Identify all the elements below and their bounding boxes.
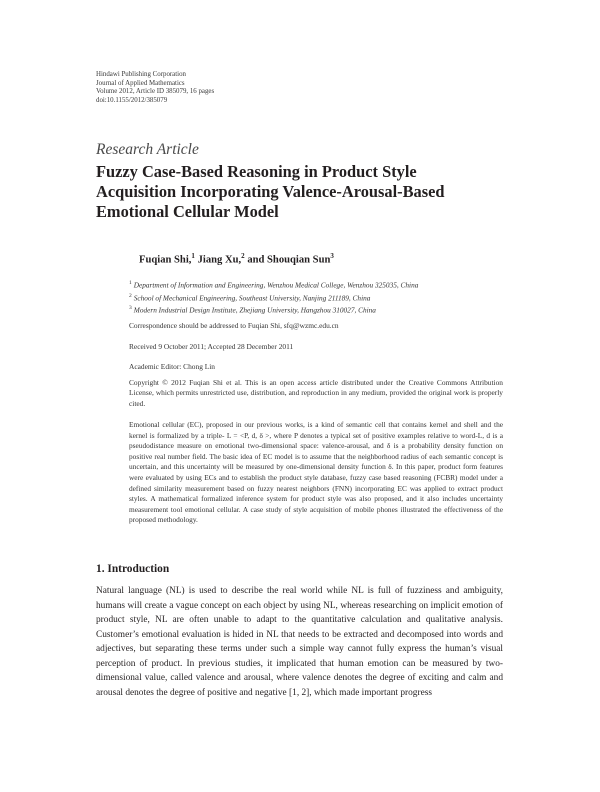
author-affil-mark: 2 xyxy=(241,252,245,260)
author-name: Fuqian Shi, xyxy=(139,254,192,266)
journal-name: Journal of Applied Mathematics xyxy=(96,79,185,87)
volume-info: Volume 2012, Article ID 385079, 16 pages xyxy=(96,88,215,96)
title-line: Acquisition Incorporating Valence-Arousal-Based xyxy=(96,182,445,201)
academic-editor: Academic Editor: Chong Lin xyxy=(129,362,215,371)
section-heading: 1. Introduction xyxy=(96,563,170,575)
author-affil-mark: 3 xyxy=(330,252,334,260)
author-affil-mark: 1 xyxy=(191,252,195,260)
journal-header xyxy=(96,71,396,105)
title-line: Fuzzy Case-Based Reasoning in Product Style xyxy=(96,162,417,181)
publisher: Hindawi Publishing Corporation xyxy=(96,71,186,78)
received-dates: Received 9 October 2011; Accepted 28 December 2011 xyxy=(129,342,294,351)
correspondence: Correspondence should be addressed to Fuqian Shi, sfq@wzmc.edu.cn xyxy=(129,321,339,330)
affiliation: $^2$ School of Mechanical Engineering, Southeast University, Nanjing 211189, China xyxy=(129,292,371,303)
author-name: Jiang Xu, xyxy=(197,254,242,266)
author-name: and Shouqian Sun xyxy=(247,254,331,266)
intro-paragraph: Natural language (NL) is used to describe the real world while NL is full of fuzziness and ambiguity, humans will create a vague concept on each object by using NL, whereas researching on implicit emotion of product style, NL are often unable to adapt to the quantitative calculation and qualitative analysis. Customer’s emotional evaluation is hided in NL that needs to be extracted and decomposed into words and adjectives, but separating these terms under such a simple way cannot fully express the human’s visual perception of product. In previous studies, it implicated that human emotion can be measured by two-dimensional value, called valence and arousal, where valence denotes the degree of exciting and calm and arousal denotes the degree of positive and negative [1, 2], which made important progress xyxy=(96,586,503,698)
affiliation: $^3$ Modern Industrial Design Institute, Zhejiang University, Hangzhou 310027, China xyxy=(129,305,376,315)
affiliations xyxy=(129,278,529,316)
title-line: Emotional Cellular Model xyxy=(96,202,279,221)
copyright-notice: Copyright © 2012 Fuqian Shi et al. This is an open access article distributed under the Creative Commons Attribution License, which permits unrestricted use, distribution, and reproduction in any medium, provided the original work is properly cited. xyxy=(129,378,503,408)
author-list xyxy=(139,252,334,266)
affiliation: $^1$ Department of Information and Engineering, Wenzhou Medical College, Wenzhou 325035, China xyxy=(129,280,419,290)
abstract: Emotional cellular (EC), proposed in our previous works, is a kind of semantic cell that contains kernel and shell and the kernel is formalized by a triple- L = <P, d, δ >, where P denotes a typical set of positive examples relative to word-L, d is a pseudodistance measure on emotional two-dimensional space: valence-arousal, and δ is a probability density function on positive real number field. The basic idea of EC model is to assume that the neighborhood radius of each semantic concept is uncertain, and this uncertainty will be measured by one-dimensional density function δ. In this paper, product form features were evaluated by using ECs and to establish the product style database, fuzzy case based reasoning (FCBR) model under a defined similarity measurement based on fuzzy nearest neighbors (FNN) incorporating EC was applied to extract product styles. A mathematical formalized inference system for product style was also proposed, and it also includes uncertainty measurement tool emotional cellular. A case study of style acquisition of mobile phones illustrated the effectiveness of the proposed methodology. xyxy=(129,420,503,525)
paper-title xyxy=(96,162,516,222)
doi: doi:10.1155/2012/385079 xyxy=(96,96,168,104)
article-type: Research Article xyxy=(96,141,199,158)
